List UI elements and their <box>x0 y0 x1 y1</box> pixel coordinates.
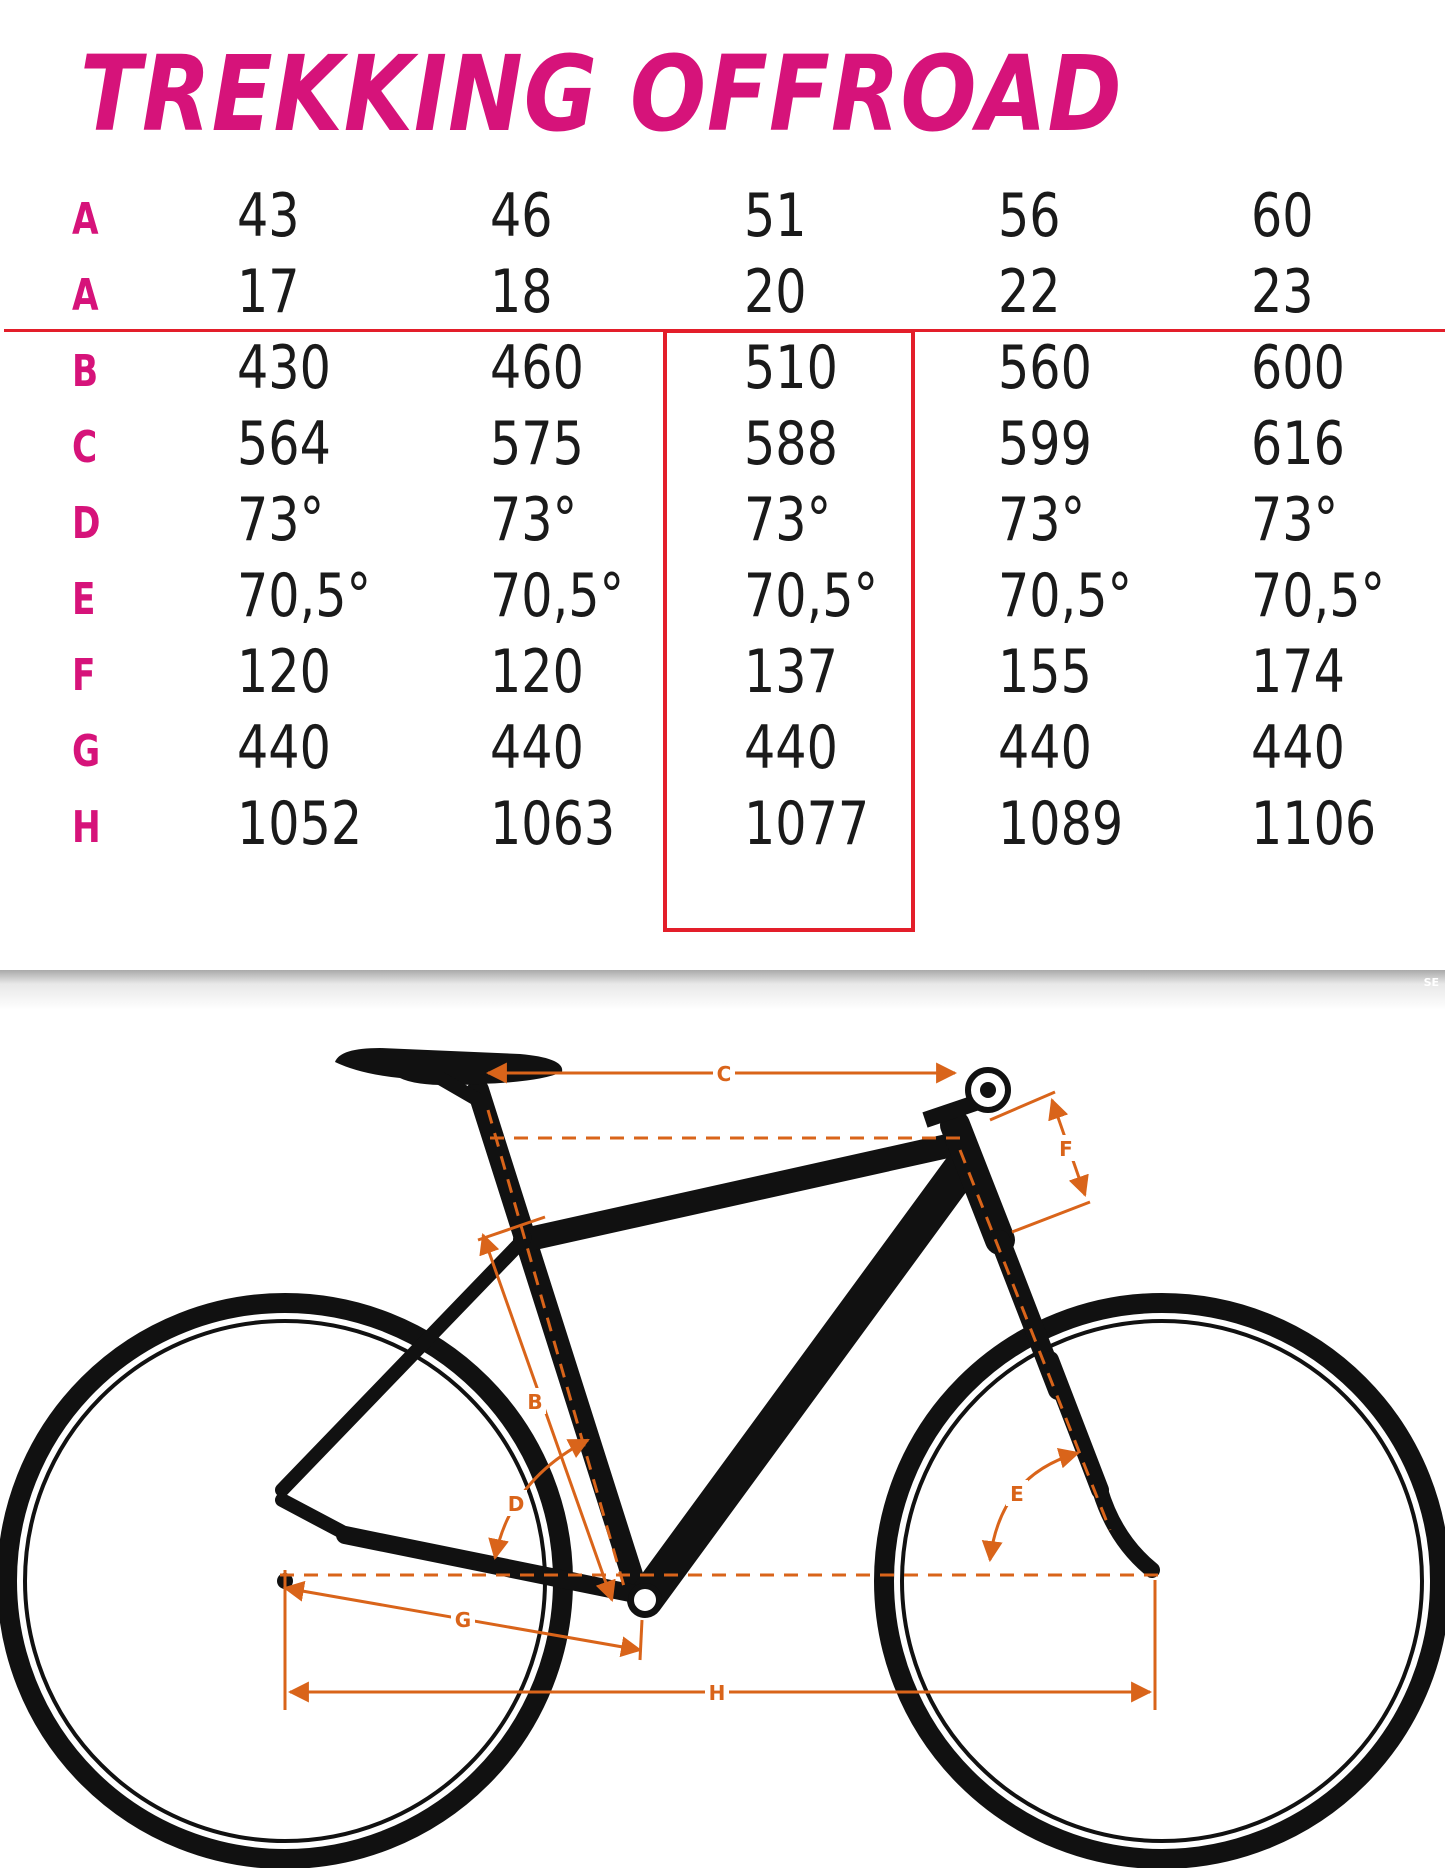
dimension-lines <box>285 1073 1155 1710</box>
row-label: E <box>72 574 96 625</box>
row-label: G <box>72 726 101 777</box>
table-cell: 73° <box>237 485 325 555</box>
stem <box>925 1070 1008 1120</box>
table-cell: 70,5° <box>490 561 625 631</box>
table-cell: 73° <box>744 485 832 555</box>
table-cell: 460 <box>490 333 584 403</box>
table-row <box>0 181 1445 262</box>
table-cell: 73° <box>998 485 1086 555</box>
table-cell: 70,5° <box>1251 561 1386 631</box>
table-cell: 73° <box>1251 485 1339 555</box>
table-cell: 440 <box>744 713 838 783</box>
bike-geometry-diagram <box>0 970 1445 1868</box>
table-cell: 60 <box>1251 181 1314 251</box>
table-cell: 600 <box>1251 333 1345 403</box>
table-cell: 440 <box>490 713 584 783</box>
table-cell: 23 <box>1251 257 1314 327</box>
table-cell: 616 <box>1251 409 1345 479</box>
table-cell: 564 <box>237 409 331 479</box>
dimension-label-c: C <box>716 1062 732 1086</box>
table-cell: 174 <box>1251 637 1345 707</box>
corner-mark: SE <box>1423 976 1439 989</box>
table-cell: 1052 <box>237 789 363 859</box>
table-cell: 70,5° <box>998 561 1133 631</box>
row-label: A <box>72 270 99 321</box>
row-label: D <box>72 498 101 549</box>
highlight-column-box <box>663 330 915 932</box>
table-cell: 70,5° <box>237 561 372 631</box>
table-cell: 70,5° <box>744 561 879 631</box>
table-cell: 440 <box>998 713 1092 783</box>
table-cell: 1106 <box>1251 789 1377 859</box>
table-cell: 43 <box>237 181 300 251</box>
row-label: B <box>72 346 99 397</box>
table-cell: 440 <box>237 713 331 783</box>
table-cell: 46 <box>490 181 553 251</box>
dimension-label-b: B <box>527 1390 543 1414</box>
table-cell: 51 <box>744 181 807 251</box>
table-cell: 17 <box>237 257 300 327</box>
table-cell: 1063 <box>490 789 616 859</box>
table-cell: 599 <box>998 409 1092 479</box>
table-cell: 1077 <box>744 789 870 859</box>
dimension-e-arc <box>990 1453 1078 1560</box>
table-cell: 155 <box>998 637 1092 707</box>
bottom-bracket <box>631 1586 659 1614</box>
table-cell: 20 <box>744 257 807 327</box>
table-cell: 137 <box>744 637 838 707</box>
row-label: A <box>72 194 99 245</box>
seat-stay <box>282 1238 525 1490</box>
dimension-label-g: G <box>454 1608 472 1632</box>
row-label: C <box>72 422 98 473</box>
table-cell: 510 <box>744 333 838 403</box>
bike-diagram-svg <box>0 970 1445 1868</box>
front-wheel <box>884 1303 1440 1859</box>
table-cell: 18 <box>490 257 553 327</box>
table-cell: 120 <box>237 637 331 707</box>
chain-stay <box>345 1535 640 1595</box>
table-cell: 1089 <box>998 789 1124 859</box>
dimension-label-f: F <box>1059 1137 1073 1161</box>
row-label: F <box>72 650 96 701</box>
table-cell: 120 <box>490 637 584 707</box>
table-cell: 440 <box>1251 713 1345 783</box>
table-cell: 588 <box>744 409 838 479</box>
table-cell: 56 <box>998 181 1061 251</box>
dimension-label-h: H <box>708 1681 726 1705</box>
table-row <box>0 257 1445 338</box>
table-cell: 22 <box>998 257 1061 327</box>
row-label: H <box>72 802 101 853</box>
table-title: TREKKING OFFROAD <box>80 33 1123 155</box>
dimension-label-d: D <box>507 1492 525 1516</box>
table-cell: 575 <box>490 409 584 479</box>
fork-tip <box>1100 1490 1152 1570</box>
table-cell: 560 <box>998 333 1092 403</box>
dimension-label-e: E <box>1010 1482 1024 1506</box>
table-cell: 430 <box>237 333 331 403</box>
fork-leg <box>1050 1360 1100 1490</box>
top-tube <box>525 1145 952 1240</box>
down-tube <box>645 1170 960 1600</box>
head-tube <box>955 1125 1000 1240</box>
table-cell: 73° <box>490 485 578 555</box>
